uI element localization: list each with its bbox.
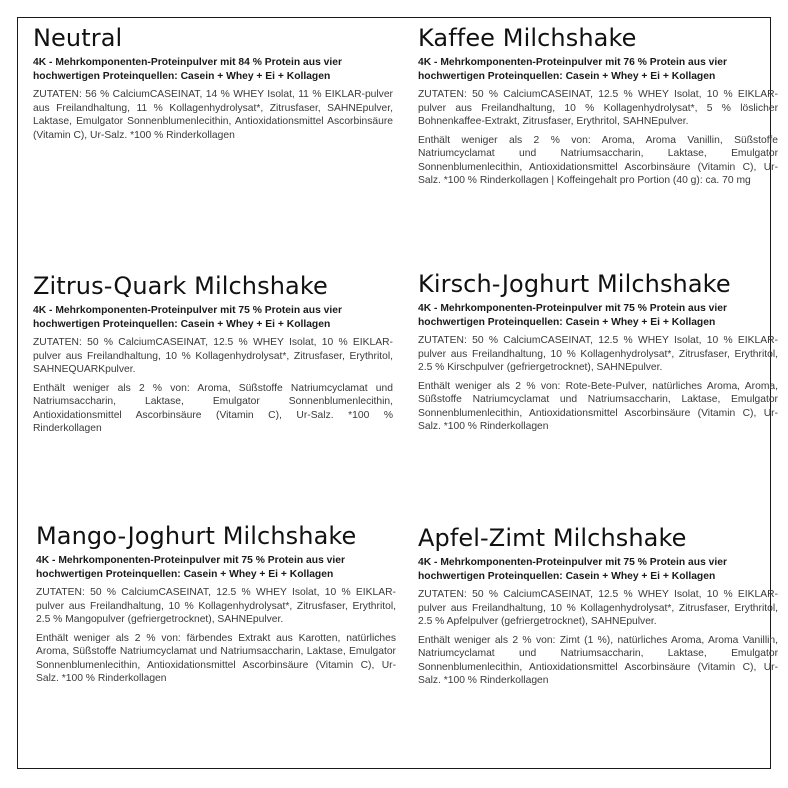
product-title: Kaffee Milchshake — [418, 24, 637, 52]
ingredients-text: ZUTATEN: 56 % CalciumCASEINAT, 14 % WHEY Isolat, 11 % EIKLAR-pulver aus Freilandhaltung, 11 % Kollagenhydrolysat*, Zitrusfaser, SAHNEpulver, Laktase, Emulgator Sonnenblumenlecithin, Antioxidationsmittel Ascorbinsäure (Vitamin C), Ur-Salz. *100 % Rinderkollagen — [33, 89, 393, 141]
product-title: Zitrus-Quark Milchshake — [33, 272, 328, 300]
additional-ingredients-text: Enthält weniger als 2 % von: Aroma, Süßstoffe Natriumcyclamat und Natriumsaccharin, Laktase, Emulgator Sonnenblumenlecithin, Antioxidationsmittel Ascorbinsäure (Vitamin C), Ur-Salz. *100 % Rinderkollagen — [33, 382, 393, 434]
additional-ingredients-text: Enthält weniger als 2 % von: Rote-Bete-Pulver, natürliches Aroma, Aroma, Süßstoffe Natriumcyclamat und Natriumsaccharin, Laktase, Emulgator Sonnenblumenlecithin, Antioxidationsmittel Ascorbinsäure (Vitamin C), Ur-Salz. *100 % Rinderkollagen — [418, 380, 778, 432]
product-neutral — [33, 24, 393, 147]
product-mango-joghurt — [36, 522, 396, 691]
product-kirsch-joghurt — [418, 270, 778, 439]
product-subtitle: 4K - Mehrkomponenten-Proteinpulver mit 75 % Protein aus vier hochwertigen Proteinquellen: Casein + Whey + Ei + Kollagen — [36, 555, 345, 580]
additional-ingredients-text: Enthält weniger als 2 % von: Aroma, Aroma Vanillin, Süßstoffe Natriumcyclamat und Natriumsaccharin, Laktase, Emulgator Sonnenblumenlecithin, Antioxidationsmittel Ascorbinsäure (Vitamin C), Ur-Salz. *100 % Rinderkollagen | Koffeingehalt pro Portion (40 g): ca. 70 mg — [418, 134, 778, 186]
ingredients-text: ZUTATEN: 50 % CalciumCASEINAT, 12.5 % WHEY Isolat, 10 % EIKLAR-pulver aus Freilandhaltung, 10 % Kollagenhydrolysat*, Zitrusfaser, Erythritol, 2.5 % Apfelpulver (gefriergetrocknet), SAHNEpulver. — [418, 589, 778, 627]
product-title: Mango-Joghurt Milchshake — [36, 522, 357, 550]
product-title: Apfel-Zimt Milchshake — [418, 524, 687, 552]
product-subtitle: 4K - Mehrkomponenten-Proteinpulver mit 75 % Protein aus vier hochwertigen Proteinquellen: Casein + Whey + Ei + Kollagen — [418, 557, 727, 582]
ingredients-text: ZUTATEN: 50 % CalciumCASEINAT, 12.5 % WHEY Isolat, 10 % EIKLAR-pulver aus Freilandhaltung, 10 % Kollagenhydrolysat*, Zitrusfaser, Erythritol, 2.5 % Mangopulver (gefriergetrocknet), SAHNEpulver. — [36, 587, 396, 625]
additional-ingredients-text: Enthält weniger als 2 % von: Zimt (1 %), natürliches Aroma, Aroma Vanillin, Natriumcyclamat und Natriumsaccharin, Laktase, Emulgator Sonnenblumenlecithin, Antioxidationsmittel Ascorbinsäure (Vitamin C), Ur-Salz. *100 % Rinderkollagen — [418, 634, 778, 686]
product-subtitle: 4K - Mehrkomponenten-Proteinpulver mit 75 % Protein aus vier hochwertigen Proteinquellen: Casein + Whey + Ei + Kollagen — [33, 305, 342, 330]
product-zitrus-quark — [33, 272, 393, 441]
ingredients-text: ZUTATEN: 50 % CalciumCASEINAT, 12.5 % WHEY Isolat, 10 % EIKLAR-pulver aus Freilandhaltung, 10 % Kollagenhydrolysat*, Zitrusfaser, Erythritol, 2.5 % Kirschpulver (gefriergetrocknet), SAHNEpulver. — [418, 335, 778, 373]
product-apfel-zimt — [418, 524, 778, 693]
ingredients-text: ZUTATEN: 50 % CalciumCASEINAT, 12.5 % WHEY Isolat, 10 % EIKLAR-pulver aus Freilandhaltung, 10 % Kollagenhydrolysat*, Zitrusfaser, Erythritol, SAHNEQUARKpulver. — [33, 337, 393, 375]
product-kaffee — [418, 24, 778, 193]
ingredients-text: ZUTATEN: 50 % CalciumCASEINAT, 12.5 % WHEY Isolat, 10 % EIKLAR-pulver aus Freilandhaltung, 10 % Kollagenhydrolysat*, 5 % löslicher Bohnenkaffee-Extrakt, Zitrusfaser, Erythritol, SAHNEpulver. — [418, 89, 778, 127]
product-subtitle: 4K - Mehrkomponenten-Proteinpulver mit 84 % Protein aus vier hochwertigen Proteinquellen: Casein + Whey + Ei + Kollagen — [33, 57, 342, 82]
product-subtitle: 4K - Mehrkomponenten-Proteinpulver mit 76 % Protein aus vier hochwertigen Proteinquellen: Casein + Whey + Ei + Kollagen — [418, 57, 727, 82]
product-subtitle: 4K - Mehrkomponenten-Proteinpulver mit 75 % Protein aus vier hochwertigen Proteinquellen: Casein + Whey + Ei + Kollagen — [418, 303, 727, 328]
product-title: Neutral — [33, 24, 123, 52]
additional-ingredients-text: Enthält weniger als 2 % von: färbendes Extrakt aus Karotten, natürliches Aroma, Süßstoffe Natriumcyclamat und Natriumsaccharin, Laktase, Emulgator Sonnenblumenlecithin, Antioxidationsmittel Ascorbinsäure (Vitamin C), Ur-Salz. *100 % Rinderkollagen — [36, 632, 396, 684]
product-title: Kirsch-Joghurt Milchshake — [418, 270, 731, 298]
